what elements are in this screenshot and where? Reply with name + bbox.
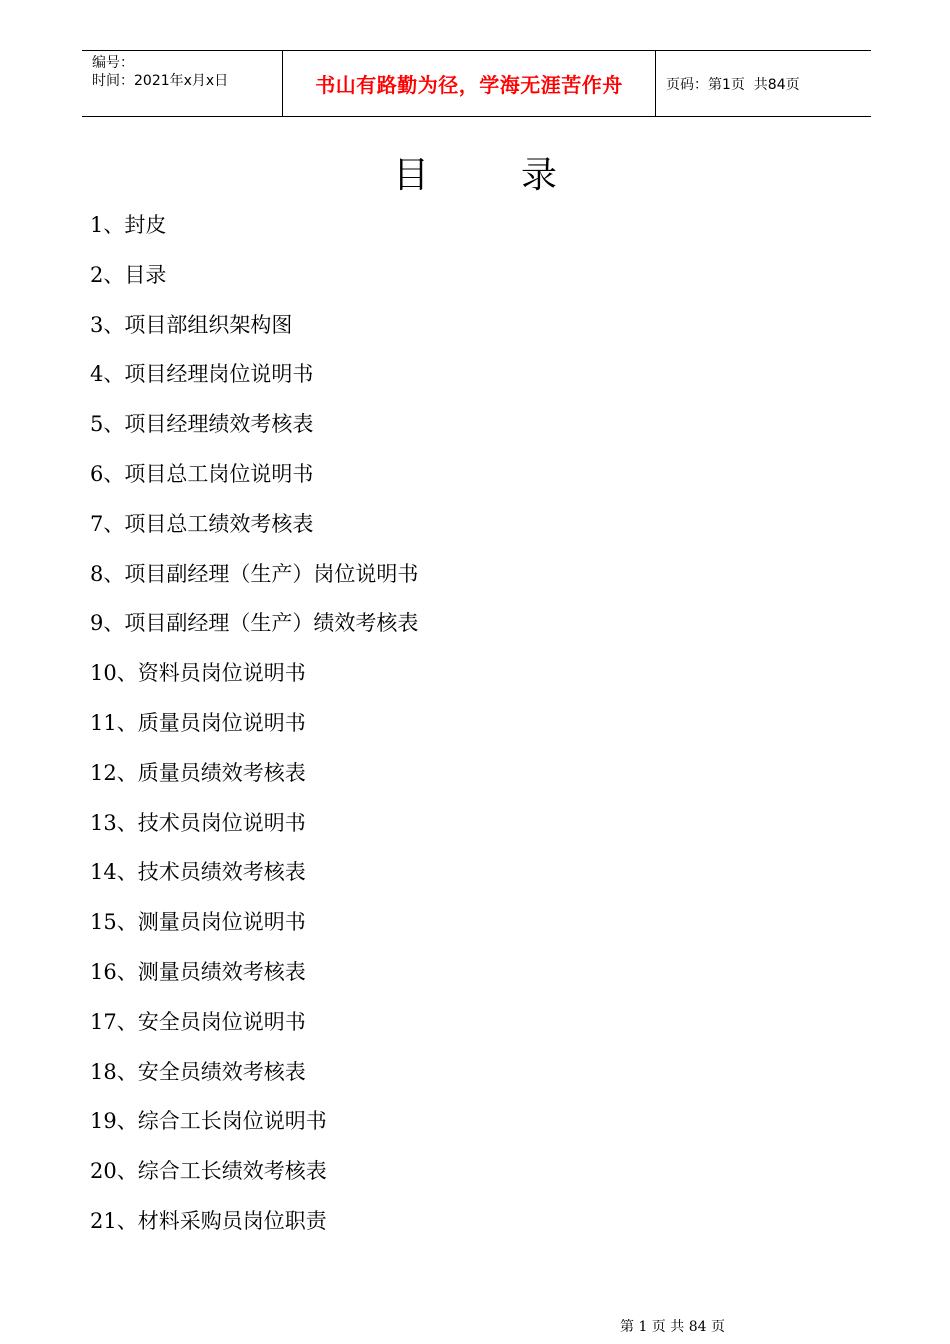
toc-item: 19、综合工长岗位说明书 [90, 1109, 327, 1134]
toc-item: 3、项目部组织架构图 [90, 312, 293, 337]
page-title-char-2: 录 [521, 155, 558, 196]
toc-item: 16、测量员绩效考核表 [90, 959, 306, 984]
document-date: 时间：2021年x月x日 [92, 73, 229, 89]
page-title [0, 152, 950, 200]
header-page-info-text: 页码：第1页 共84页 [666, 76, 800, 93]
toc-item: 10、资料员岗位说明书 [90, 661, 306, 686]
toc-item: 18、安全员绩效考核表 [90, 1059, 306, 1084]
toc-item: 7、项目总工绩效考核表 [90, 511, 314, 536]
header-page-info [656, 51, 871, 116]
header-motto: 书山有路勤为径，学海无涯苦作舟 [283, 51, 656, 116]
toc-item: 8、项目副经理（生产）岗位说明书 [90, 561, 419, 586]
toc-item: 5、项目经理绩效考核表 [90, 412, 314, 437]
toc-item: 13、技术员岗位说明书 [90, 810, 306, 835]
page-title-char-1: 目 [392, 155, 429, 196]
toc-item: 14、技术员绩效考核表 [90, 860, 306, 885]
document-code-label: 编号： [92, 55, 134, 71]
toc-item: 12、质量员绩效考核表 [90, 760, 306, 785]
table-of-contents [90, 206, 418, 1252]
toc-item: 4、项目经理岗位说明书 [90, 362, 314, 387]
footer-page-number: 第 1 页 共 84 页 [620, 1319, 725, 1335]
toc-item: 2、目录 [90, 262, 167, 287]
toc-item: 15、测量员岗位说明书 [90, 910, 306, 935]
toc-item: 21、材料采购员岗位职责 [90, 1208, 327, 1233]
toc-item: 1、封皮 [90, 213, 167, 237]
toc-item: 9、项目副经理（生产）绩效考核表 [90, 611, 419, 636]
toc-item: 11、质量员岗位说明书 [90, 710, 306, 735]
toc-item: 17、安全员岗位说明书 [90, 1009, 306, 1034]
toc-item: 6、项目总工岗位说明书 [90, 461, 314, 486]
page-header [82, 50, 871, 117]
header-meta [82, 51, 283, 116]
toc-item: 20、综合工长绩效考核表 [90, 1159, 327, 1184]
